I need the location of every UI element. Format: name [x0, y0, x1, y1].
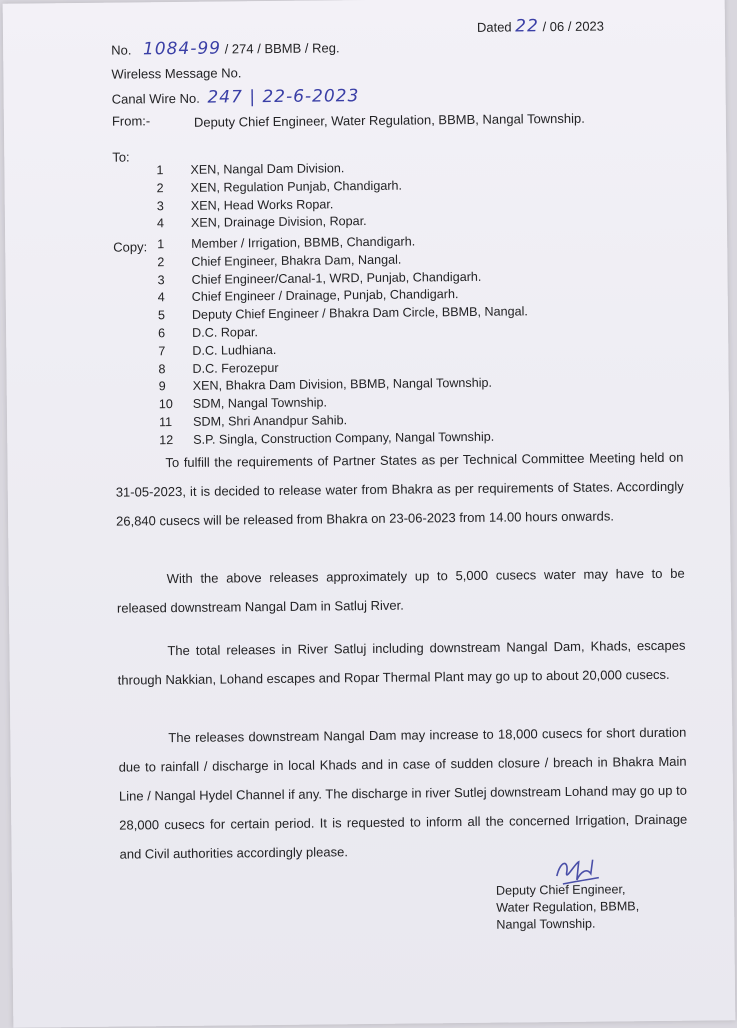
list-item: 11 SDM, Shri Anandpur Sahib. [158, 413, 348, 430]
no-rest: / 274 / BBMB / Reg. [224, 40, 340, 57]
canal-wire-handwritten: 247 | 22-6-2023 [207, 86, 360, 108]
wireless-label: Wireless Message No. [111, 65, 242, 82]
letter-sheet [3, 0, 736, 1028]
canal-wire-line [112, 86, 360, 109]
list-item: 1 Member / Irrigation, BBMB, Chandigarh. [157, 234, 416, 252]
body-paragraph-1: To fulfill the requirements of Partner States as per Technical Committee Meeting held on 31-05-2023, it is decided to release water from Bhakra as per requirements of States. Accordingly 26,840 cusecs will be released from Bhakra on 23-06-2023 from 14.00 hours onwards. [115, 449, 684, 529]
list-item: 1 XEN, Nangal Dam Division. [156, 161, 345, 178]
list-item: 7 D.C. Ludhiana. [158, 342, 277, 358]
list-item: 4 Chief Engineer / Drainage, Punjab, Chandigarh. [157, 287, 459, 305]
no-label: No. [111, 42, 132, 58]
signature-line-2: Water Regulation, BBMB, [496, 899, 640, 915]
copy-list [157, 232, 529, 449]
no-handwritten: 1084-99 [142, 38, 222, 60]
dated-day-handwritten: 22 [515, 16, 539, 37]
list-item: 10 SDM, Nangal Township. [158, 395, 328, 412]
body-paragraph-4: The releases downstream Nangal Dam may increase to 18,000 cusecs for short duration due to rainfall / discharge in local Khads and in case of sudden closure / breach in Bhakra Main Line / Nangal Hydel Channel if any. The discharge in river Sutlej downstream Lohand may go up to 28,000 cusecs for certain period. It is requested to inform all the concerned Irrigation, Drainage and Civil authorities accordingly please. [118, 724, 688, 862]
reference-number-line [111, 37, 340, 59]
to-list [156, 160, 402, 234]
list-item: 4 XEN, Drainage Division, Ropar. [156, 214, 367, 231]
body-paragraph-3: The total releases in River Satluj including downstream Nangal Dam, Khads, escapes through Nakkian, Lohand escapes and Ropar Thermal Plant may go up to about 20,000 cusecs. [117, 637, 686, 688]
list-item: 3 XEN, Head Works Ropar. [156, 196, 334, 213]
list-item: 9 XEN, Bhakra Dam Division, BBMB, Nangal Township. [158, 376, 493, 394]
list-item: 12 S.P. Singla, Construction Company, Nangal Township. [159, 429, 495, 447]
list-item: 2 XEN, Regulation Punjab, Chandigarh. [156, 178, 403, 196]
from-value: Deputy Chief Engineer, Water Regulation, BBMB, Nangal Township. [193, 110, 585, 130]
list-item: 8 D.C. Ferozepur [158, 360, 279, 376]
list-item: 6 D.C. Ropar. [158, 325, 258, 341]
list-item: 3 Chief Engineer/Canal-1, WRD, Punjab, Chandigarh. [157, 269, 482, 287]
canal-wire-label: Canal Wire No. [111, 90, 200, 107]
copy-label: Copy: [113, 239, 148, 255]
list-item: 2 Chief Engineer, Bhakra Dam, Nangal. [157, 252, 402, 269]
from-label: From:- [111, 113, 151, 129]
dated-line [477, 16, 604, 37]
dated-label: Dated [476, 19, 512, 35]
dated-month-year: / 06 / 2023 [542, 18, 605, 35]
body-paragraph-2: With the above releases approximately up to 5,000 cusecs water may have to be released downstream Nangal Dam in Satluj River. [116, 565, 685, 616]
list-item: 5 Deputy Chief Engineer / Bhakra Dam Circle, BBMB, Nangal. [157, 304, 528, 323]
signature-line-1: Deputy Chief Engineer, [495, 882, 626, 898]
to-label: To: [112, 149, 130, 165]
signature-line-3: Nangal Township. [496, 916, 596, 932]
signature-block [496, 881, 640, 933]
